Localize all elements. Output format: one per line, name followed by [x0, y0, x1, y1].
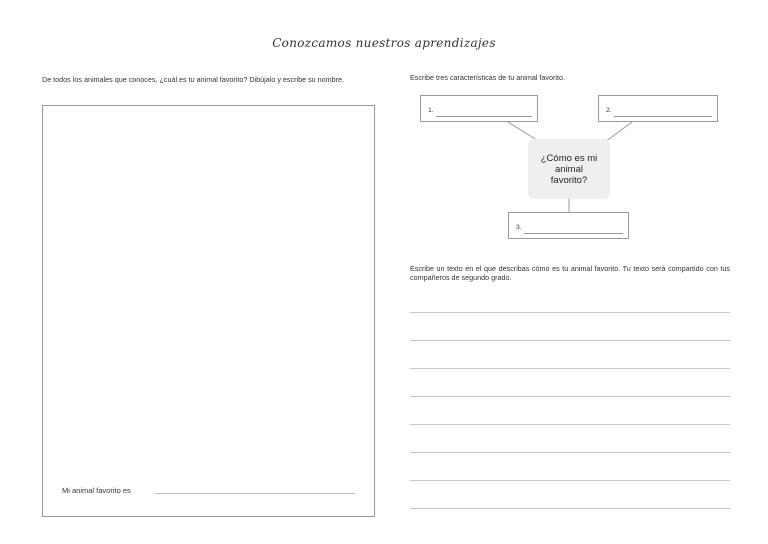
writing-line[interactable]: [410, 340, 730, 341]
drawing-area[interactable]: [42, 105, 375, 517]
characteristic-number-3: 3.: [516, 224, 522, 231]
favorite-animal-answer-line[interactable]: [155, 493, 355, 494]
center-question-bubble: [528, 139, 610, 199]
page-title: Conozcamos nuestros aprendizajes: [272, 36, 496, 50]
characteristic-box-2[interactable]: [598, 95, 718, 122]
characteristic-answer-line-2[interactable]: [614, 116, 712, 117]
characteristics-instruction: Escribe tres características de tu animal favorito.: [410, 73, 565, 82]
writing-line[interactable]: [410, 424, 730, 425]
center-question-text: ¿Cómo es mi animal favorito?: [540, 152, 598, 186]
drawing-instruction: De todos los animales que conoces, ¿cuál es tu animal favorito? Dibújalo y escribe su nombre.: [42, 75, 345, 84]
characteristic-answer-line-3[interactable]: [524, 233, 623, 234]
characteristic-box-3[interactable]: [508, 212, 629, 239]
favorite-animal-label: Mi animal favorito es: [62, 486, 131, 495]
writing-line[interactable]: [410, 480, 730, 481]
connector-line-2: [605, 122, 632, 142]
writing-line[interactable]: [410, 312, 730, 313]
writing-line[interactable]: [410, 368, 730, 369]
writing-line[interactable]: [410, 508, 730, 509]
characteristic-box-1[interactable]: [420, 95, 538, 122]
writing-line[interactable]: [410, 452, 730, 453]
characteristic-number-1: 1.: [428, 107, 434, 114]
characteristic-number-2: 2.: [606, 107, 612, 114]
writing-lines[interactable]: [410, 312, 730, 536]
writing-line[interactable]: [410, 396, 730, 397]
characteristic-answer-line-1[interactable]: [436, 116, 532, 117]
text-instruction: Escribe un texto en el que describas cómo es tu animal favorito. Tu texto será compartido con tus compañeros de segundo grado.: [410, 264, 730, 282]
